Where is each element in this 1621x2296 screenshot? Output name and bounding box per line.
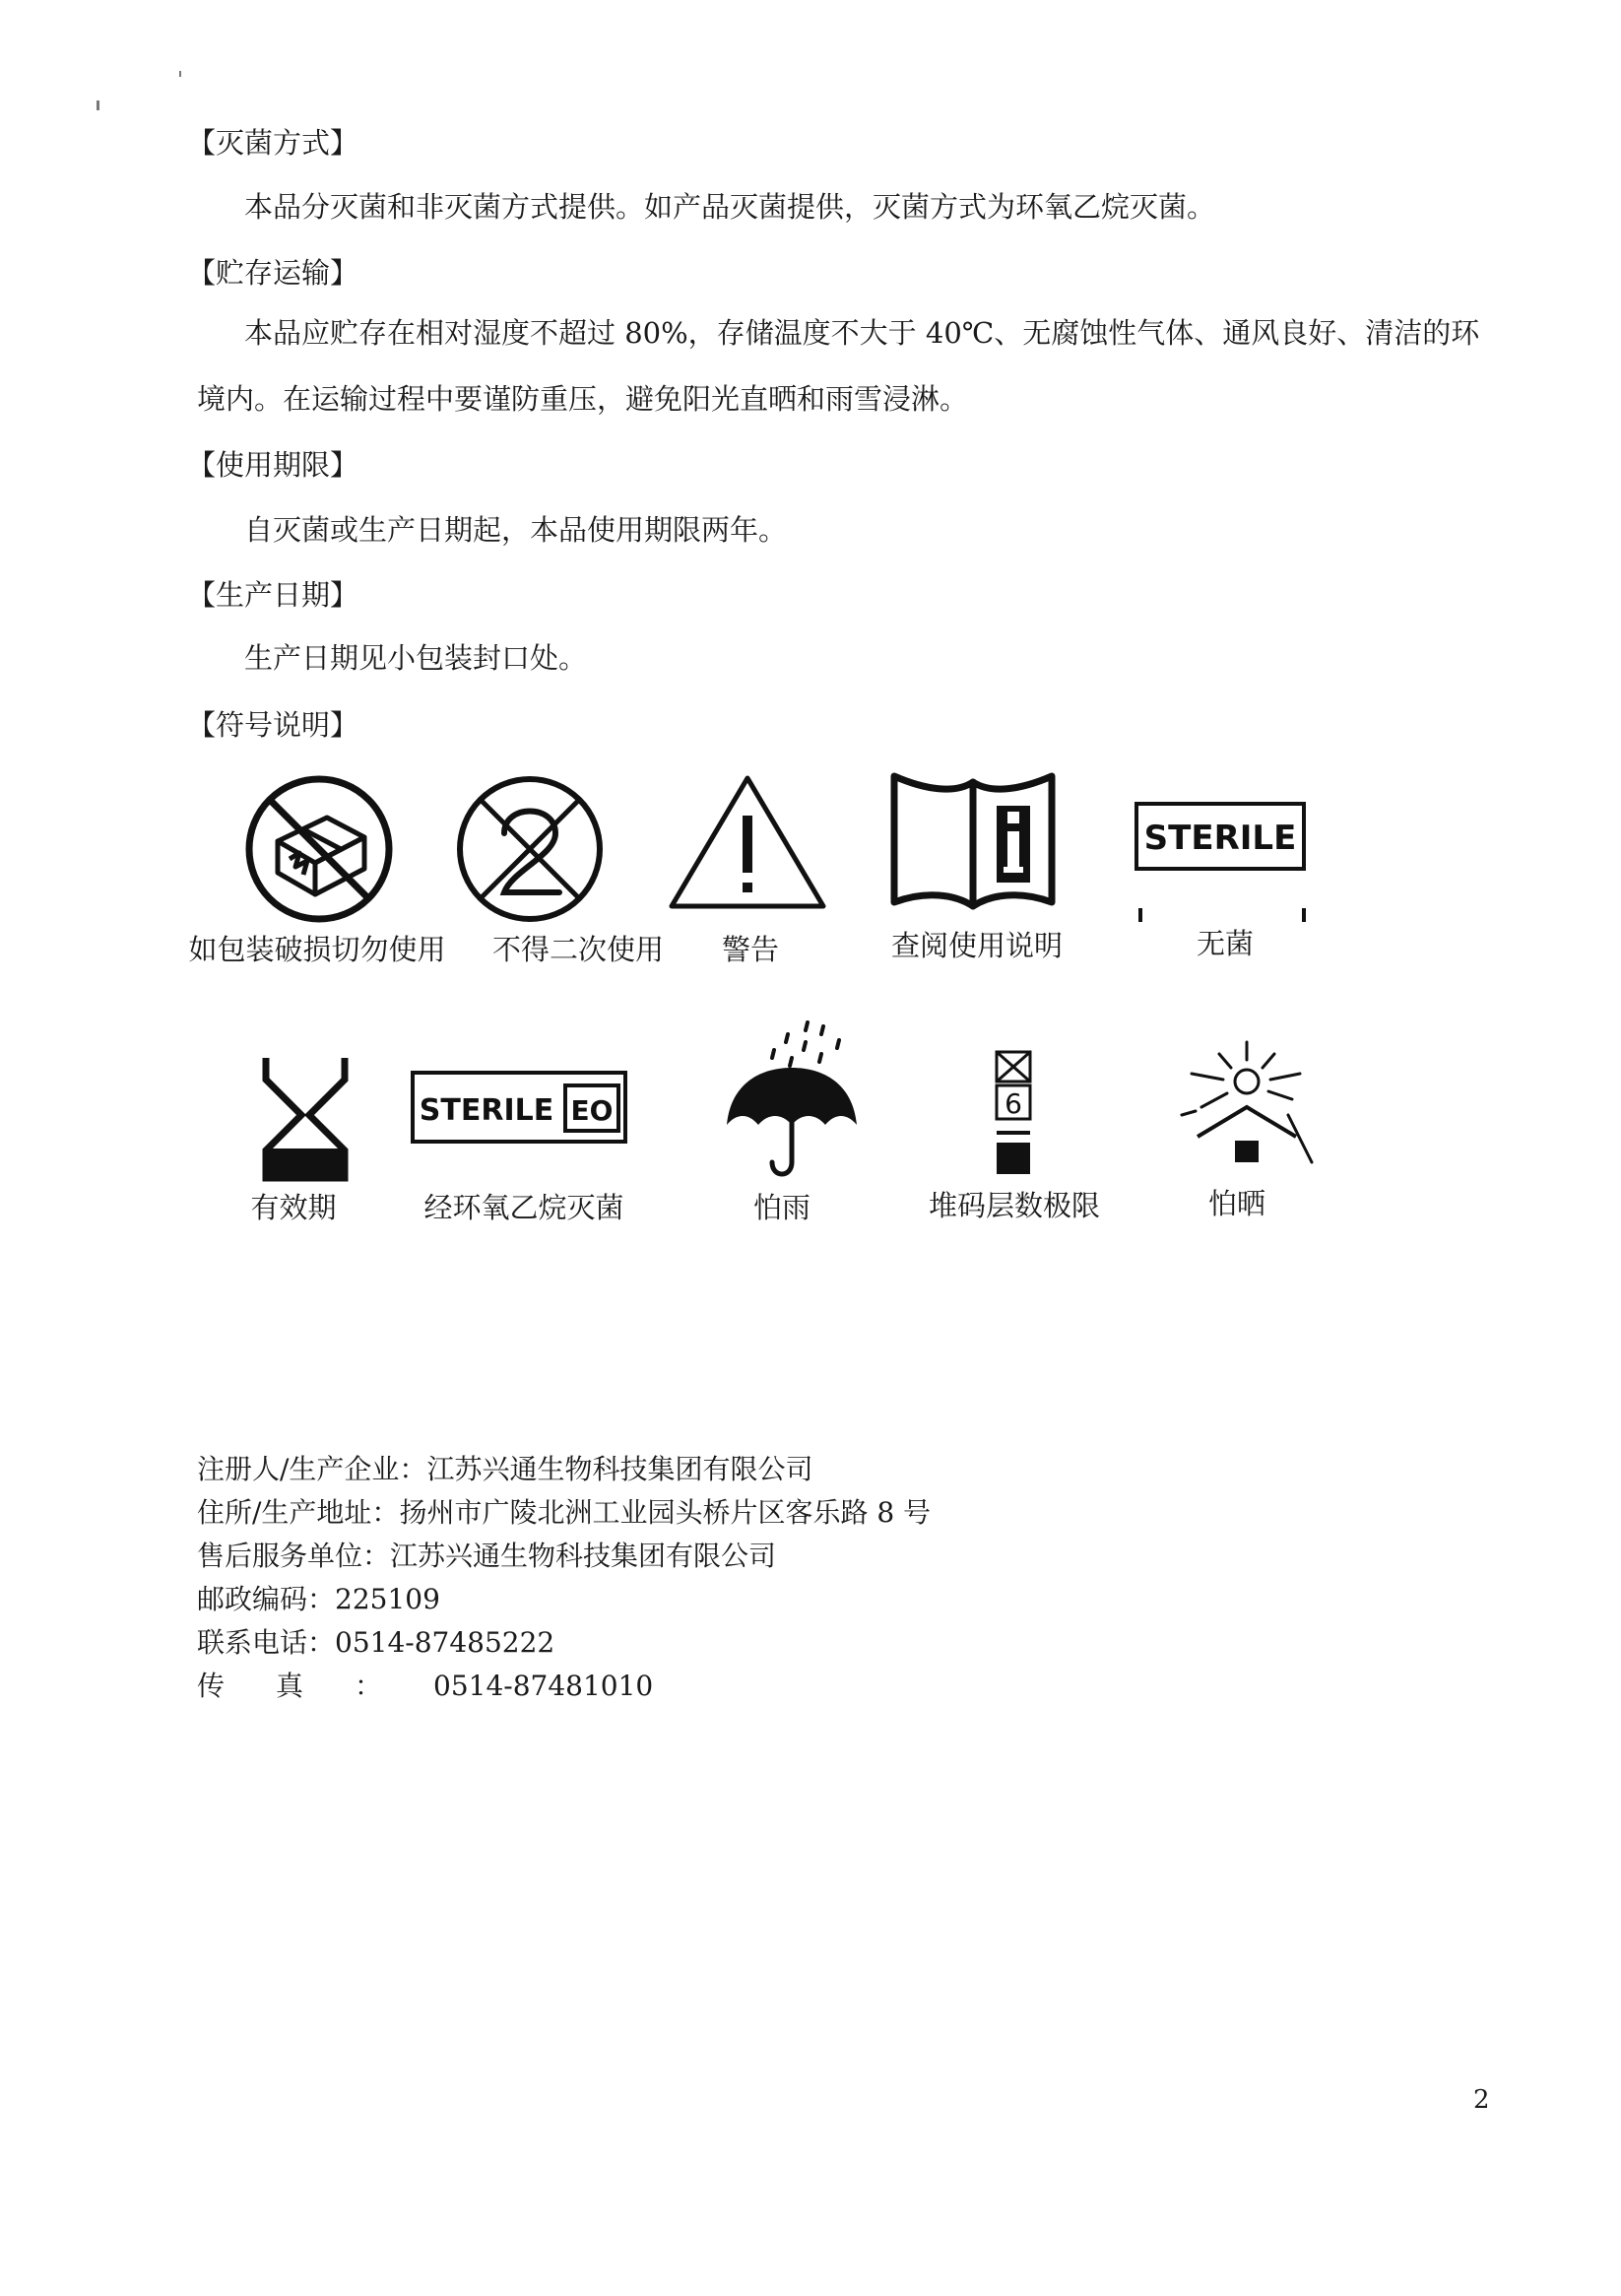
- keep-dry-icon: [721, 1015, 861, 1184]
- contact-after-sales: [197, 1537, 776, 1576]
- stacking-limit-number: 6: [1005, 1087, 1022, 1120]
- contact-phone-label: 联系电话：: [197, 1626, 336, 1659]
- contact-fax: [197, 1667, 653, 1706]
- contact-postcode-value: 225109: [335, 1583, 440, 1615]
- section-heading-production-date: 【生产日期】: [187, 578, 359, 612]
- shelf-life-text: 自灭菌或生产日期起，本品使用期限两年。: [244, 513, 788, 547]
- contact-fax-value: 0514-87481010: [433, 1670, 654, 1702]
- contact-after-sales-label: 售后服务单位：: [197, 1540, 391, 1572]
- consult-instructions-icon: [886, 768, 1060, 910]
- contact-manufacturer-value: 江苏兴通生物科技集团有限公司: [426, 1453, 813, 1485]
- sterile-eo-icon-eo: EO: [570, 1094, 614, 1127]
- keep-away-from-sunlight-icon: [1172, 1038, 1320, 1168]
- sterile-icon: [1133, 800, 1308, 928]
- section-heading-symbols: 【符号说明】: [187, 708, 359, 742]
- contact-address-label: 住所/生产地址：: [197, 1496, 400, 1529]
- symbol-label-do-not-use-if-damaged: 如包装破损切勿使用: [188, 933, 446, 966]
- contact-postcode: [197, 1580, 440, 1619]
- contact-address-value: 扬州市广陵北洲工业园头桥片区客乐路 8 号: [399, 1496, 932, 1529]
- scan-speck: [179, 71, 181, 77]
- symbol-label-sterile: 无菌: [1196, 927, 1255, 960]
- contact-phone-value: 0514-87485222: [335, 1626, 555, 1659]
- sterile-icon-text: STERILE: [1143, 819, 1297, 858]
- storage-text-line-1: 本品应贮存在相对湿度不超过 80%，存储温度不大于 40℃、无腐蚀性气体、通风良好、清洁的环: [244, 316, 1480, 350]
- sterilization-text: 本品分灭菌和非灭菌方式提供。如产品灭菌提供，灭菌方式为环氧乙烷灭菌。: [244, 190, 1216, 224]
- contact-fax-label: 传真：: [197, 1670, 434, 1702]
- do-not-use-if-damaged-icon: [242, 772, 396, 926]
- do-not-reuse-icon: [453, 772, 607, 926]
- symbol-label-expiry-date: 有效期: [250, 1191, 337, 1224]
- section-heading-shelf-life: 【使用期限】: [187, 448, 359, 482]
- expiry-date-icon: [260, 1054, 351, 1182]
- page-number: 2: [1473, 2085, 1490, 2115]
- contact-postcode-label: 邮政编码：: [197, 1583, 336, 1615]
- warning-icon: [666, 772, 829, 912]
- symbol-label-sterile-eo: 经环氧乙烷灭菌: [423, 1191, 624, 1224]
- scan-speck: [97, 100, 99, 110]
- contact-after-sales-value: 江苏兴通生物科技集团有限公司: [390, 1540, 777, 1572]
- symbol-label-stacking-limit: 堆码层数极限: [928, 1189, 1101, 1222]
- symbol-label-keep-away-from-sunlight: 怕晒: [1207, 1187, 1266, 1220]
- sterile-eo-icon-text: STERILE: [419, 1093, 554, 1128]
- symbol-label-consult-instructions: 查阅使用说明: [890, 929, 1064, 962]
- production-date-text: 生产日期见小包装封口处。: [244, 641, 588, 675]
- contact-address: [197, 1493, 931, 1533]
- symbol-label-warning: 警告: [721, 933, 780, 966]
- section-heading-sterilization: 【灭菌方式】: [187, 126, 359, 160]
- symbol-label-keep-dry: 怕雨: [752, 1191, 811, 1224]
- symbol-label-do-not-reuse: 不得二次使用: [491, 933, 665, 966]
- stacking-limit-icon: [989, 1048, 1038, 1176]
- storage-text-line-2: 境内。在运输过程中要谨防重压，避免阳光直晒和雨雪浸淋。: [197, 382, 969, 416]
- sterile-eo-icon: [410, 1070, 628, 1145]
- contact-manufacturer: [197, 1450, 812, 1489]
- contact-phone: [197, 1623, 554, 1663]
- contact-manufacturer-label: 注册人/生产企业：: [197, 1453, 427, 1485]
- section-heading-storage: 【贮存运输】: [187, 256, 359, 290]
